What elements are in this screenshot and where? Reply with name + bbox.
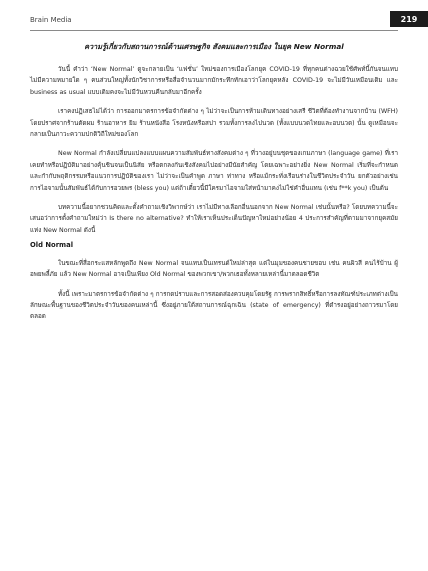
page-number-badge: 219 xyxy=(390,11,428,27)
paragraph-margins: ในขณะที่สื่อกระแสหลักพูดถึง New Normal จนแทบเป็นเทรนด์ใหม่ล่าสุด แต่ในมุมของคนชายขอบ เช่น คนผิวสี คนไร้บ้าน ผู้อพยพลี้ภัย แล้ว New Normal อาจเป็นเพียง Old Normal ของพวกเขา/พวกเธอทั้งหลายเหล่านี้มาตลอดชีวิต xyxy=(30,259,398,279)
paragraph-language-game: New Normal กำลังเปลี่ยนแปลงแบบแผนความสัมพันธ์ทางสังคมต่าง ๆ ที่วางอยู่บนชุดของเกมภาษา (language game) ที่เราเคยทำหรือปฏิบัติมาอย่างคุ้นชินจนเป็นนิสัย หรือตกลงกันเชิงสังคมไปอย่างมีนัยสำคัญ โดยเฉพาะอย่างยิ่ง New Normal เริ่มที่จะกำหนดและกำกับพฤติกรรมหรือแนวการปฏิบัติของเรา ไม่ว่าจะเป็นคำพูด ภาษา ท่าทาง หรือแม้กระทั่งเรือนร่างในชีวิตประจำวัน ยกตัวอย่างเช่น การไอจามนั้นสัมพันธ์ได้กับการอวยพร (bless you) แต่ถ้าเดี๋ยวนี้มีใครมาไอจามใส่หน้ามาคงไม่ใช่คำอื่นแทน (เช่น f**k you) เป็นต้น xyxy=(30,150,398,192)
article-body xyxy=(30,64,398,331)
paragraph-emergency: ทั้งนี้ เพราะมาตรการข้อจำกัดต่าง ๆ การกดปราบและการสอดส่องควบคุมโดยรัฐ การพรากสิทธิ์หรือการลงทัณฑ์ประเภทต่างเป็นลักษณะพื้นฐานของชีวิตประจำวันของคนเหล่านี้ ซึ่งอยู่ภายใต้สถานการณ์ฉุกเฉิน (state of emergency) ที่ดำรงอยู่อย่างถาวรมาโดยตลอด xyxy=(30,290,398,321)
article-title: ความรู้เกี่ยวกับสถานการณ์ด้านเศรษฐกิจ สังคมและการเมือง ในยุค New Normal xyxy=(84,42,344,51)
header-divider xyxy=(30,30,398,31)
page-header xyxy=(0,0,428,30)
paragraph-question: บทความนี้อยากชวนคิดและตั้งคำถามเชิงวิพากษ์ว่า เราไม่มีทางเลือกอื่นนอกจาก New Normal เช่นนั้นหรือ? โดยบทความนี้จะเสนอว่าการตั้งคำถามใหม่ว่า Is there no alternative? ทำให้เราเห็นประเด็นปัญหาใหม่อย่างน้อย 4 ประการสำคัญที่ตามมาจากยุคสมัยแห่ง New Normal ดังนี้ xyxy=(30,204,398,234)
paragraph-intro: วันนี้ คำว่า ‘New Normal’ ดูจะกลายเป็น ‘แฟชั่น’ ใหม่ของการเมืองโลกยุค COVID-19 ที่ทุกคนต่างฉวยใช้ศัพท์นี้กันจนแทบไม่มีความหมายใด ๆ คนส่วนใหญ่ทั้งนักวิชาการหรือสื่อจำนวนมากมักระทึกทักเอาว่าโลกยุคหลัง COVID-19 จะไม่มีวันเหมือนเดิม และ business as usual แบบเดิมคงจะไม่มีวันหวนคืนกลับมาอีกครั้ง xyxy=(30,66,398,96)
brand-name: Brain Media xyxy=(30,16,72,24)
section-heading: Old Normal xyxy=(30,241,74,250)
paragraph-restrictions: เราคงปฏิเสธไม่ได้ว่า การออกมาตรการข้อจำกัดต่าง ๆ ไม่ว่าจะเป็นการห้ามเดินทางอย่างเสรี ชีวิตที่ต้องทำงานจากบ้าน (WFH) โดยปราศจากร้านตัดผม ร้านอาหาร ยิม ร้านหนังสือ โรงหนังหรือสปา รวมทั้งการลงไปนวด (ทั้งแบบนวดไทยและอบนวด) นั้น ดูเหมือนจะกลายเป็นภาวะความปกติวิถีใหม่ของโลก xyxy=(30,108,398,139)
